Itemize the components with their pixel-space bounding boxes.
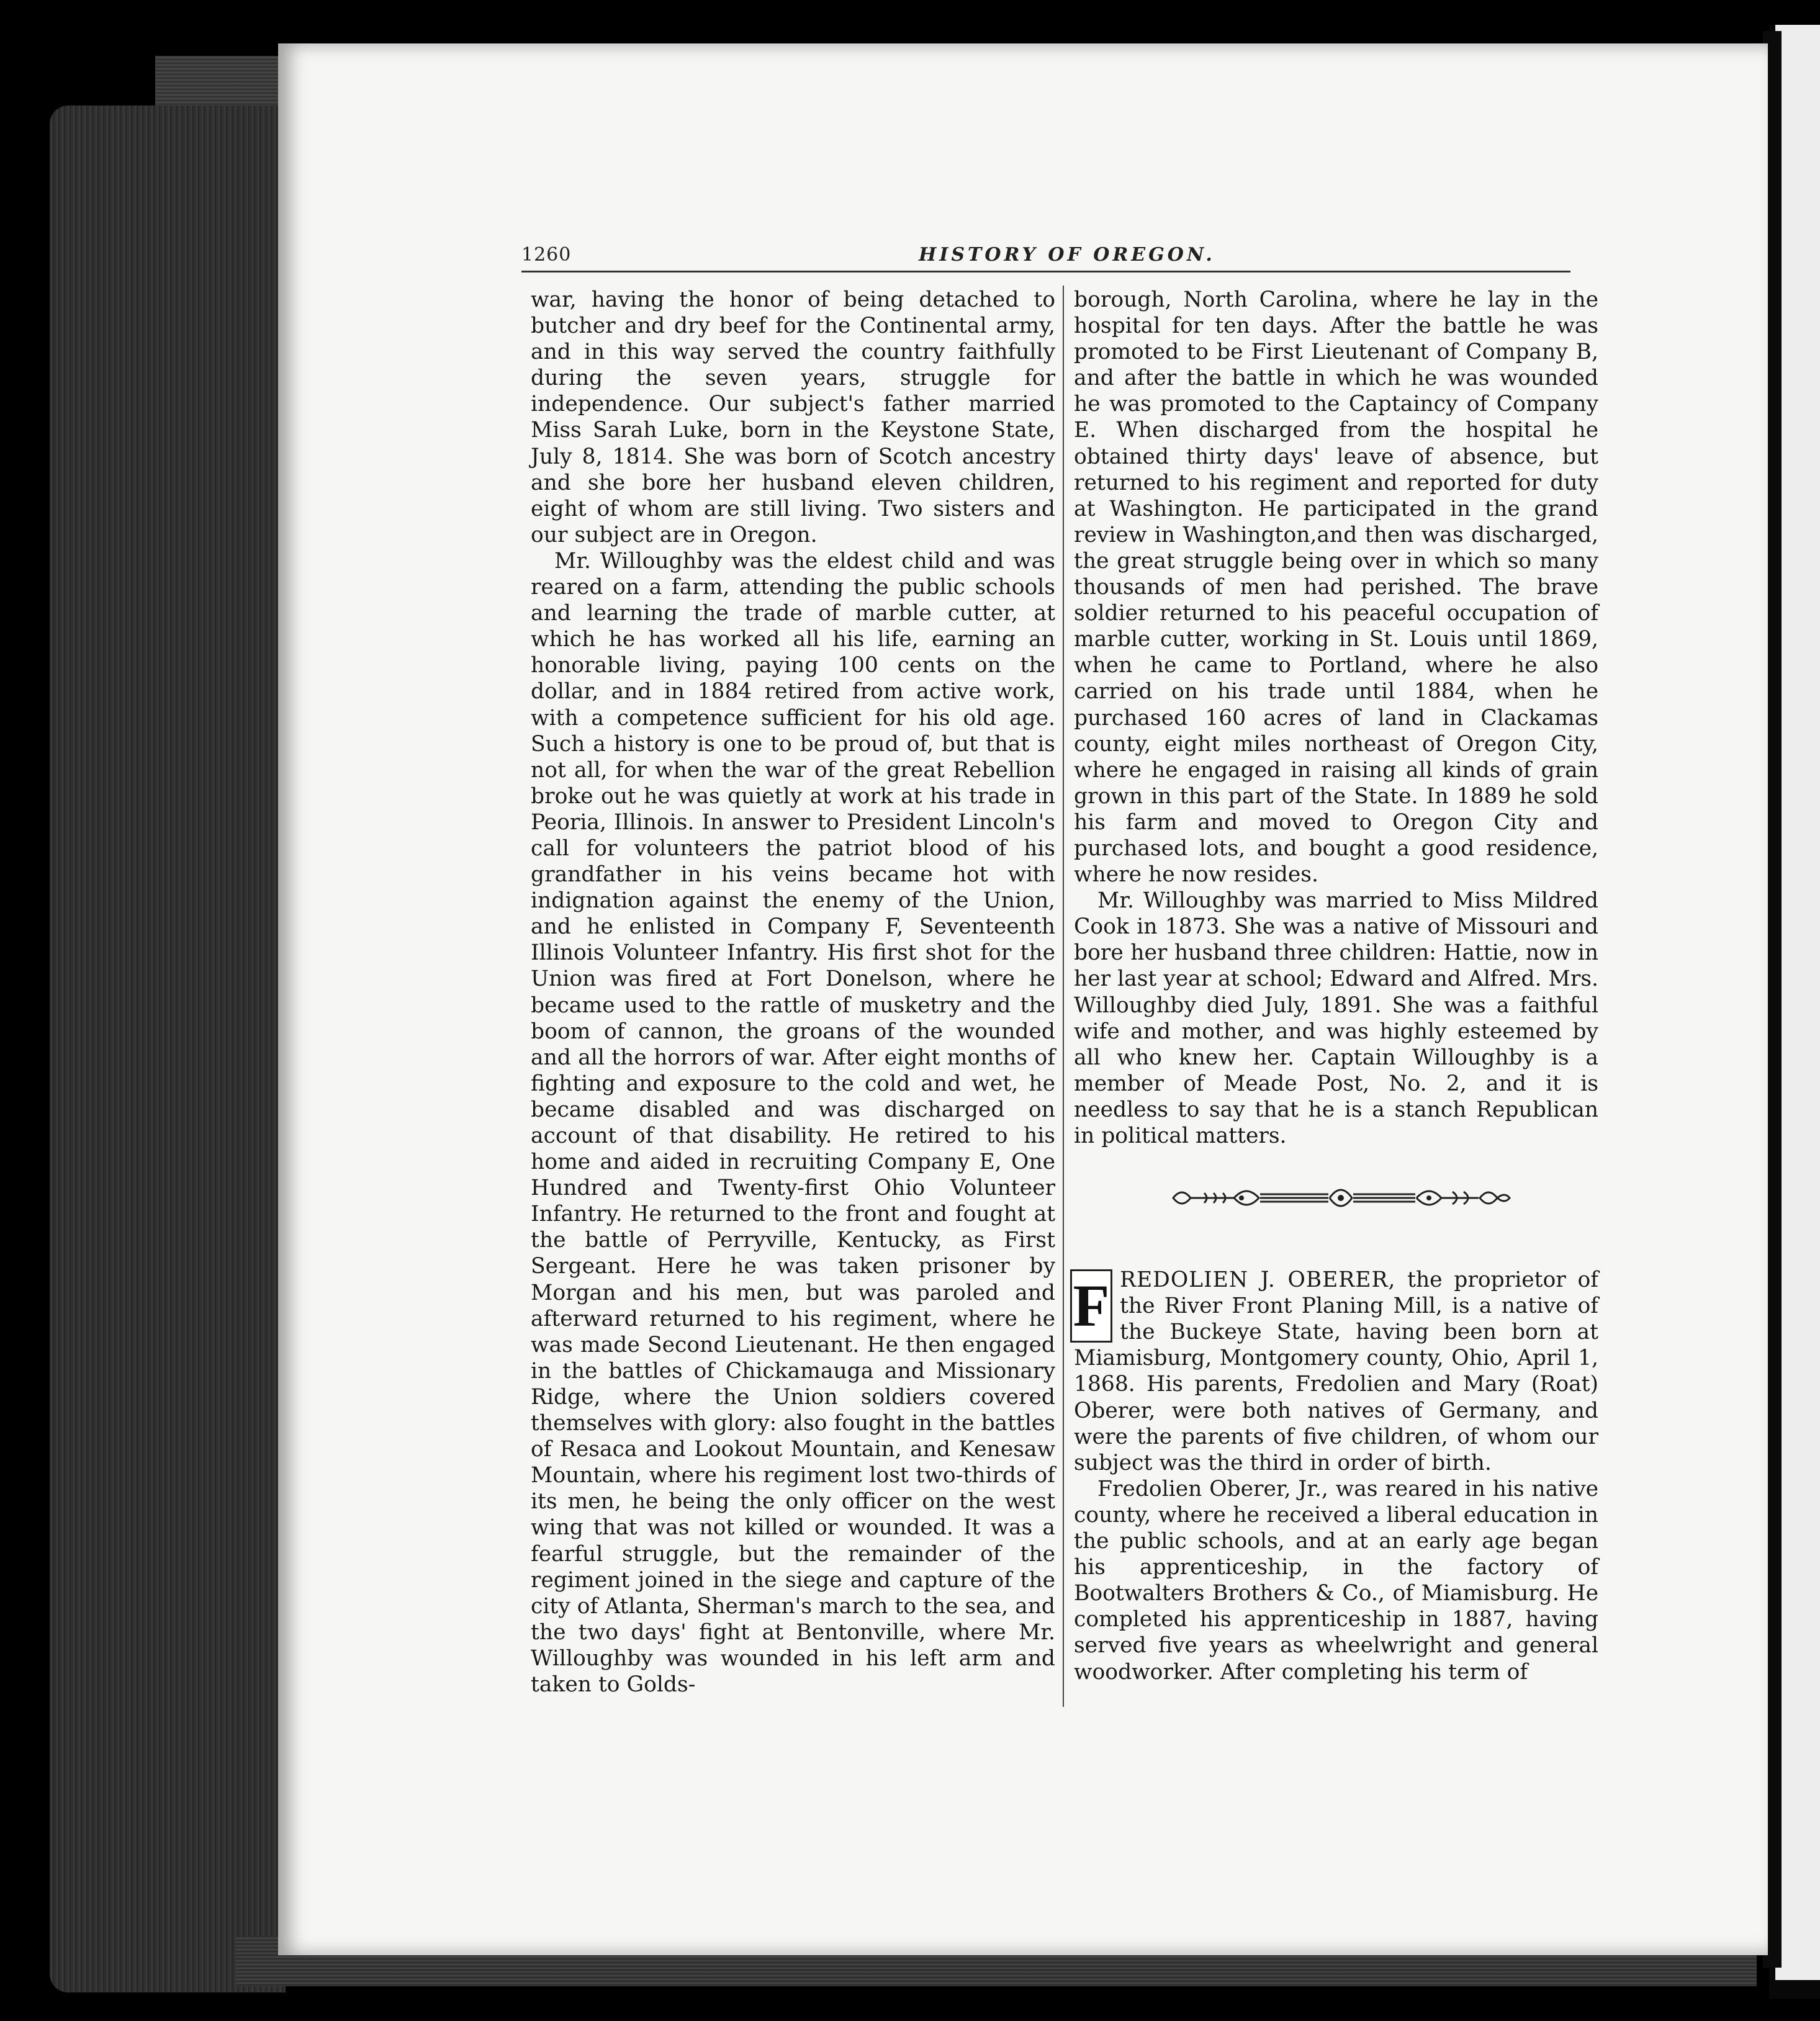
book-page-stack (50, 106, 286, 1992)
paragraph: war, having the honor of being detached to butcher and dry beef for the Continental army, and in this way served the country faithfully during the seven years, struggle for independence. Our subject's father married Miss Sarah Luke, born in the Keystone State, July 8, 1814. She was born of Scotch ancestry and she bore her husband eleven children, eight of whom are still living. Two sisters and our subject are in Oregon. (531, 287, 1055, 547)
drop-cap: F (1070, 1269, 1112, 1343)
ornament-divider-icon (1167, 1178, 1515, 1218)
header-rule (521, 271, 1570, 272)
left-column (531, 287, 1055, 1698)
page-number: 1260 (521, 244, 572, 266)
paragraph: borough, North Carolina, where he lay in the hospital for ten days. After the battle he was promoted to be First Lieutenant of Company B, and after the battle in which he was wounded he was promoted to the Captaincy of Company E. When discharged from the hospital he obtained thirty days' leave of absence, but returned to his regiment and reported for duty at Washington. He participated in the grand review in Washington,and then was discharged, the great struggle being over in which so many thousands of men had perished. The brave soldier returned to his peaceful occupation of marble cutter, working in St. Louis until 1869, when he came to Portland, where he also carried on his trade until 1884, when he purchased 160 acres of land in Clackamas county, eight miles northeast of Oregon City, where he engaged in raising all kinds of grain grown in this part of the State. In 1889 he sold his farm and moved to Oregon City and purchased lots, and bought a good residence, where he now resides. (1074, 287, 1598, 888)
paragraph: Fredolien Oberer, Jr., was reared in his native county, where he received a liberal education in the public schools, and at an early age began his apprenticeship, in the factory of Bootwalters Brothers & Co., of Miamisburg. He completed his apprenticeship in 1887, having served five years as wheelwright and general woodworker. After completing his term of (1074, 1476, 1598, 1685)
paragraph: Mr. Willoughby was married to Miss Mildred Cook in 1873. She was a native of Missouri and bore her husband three children: Hattie, now in her last year at school; Edward and Alfred. Mrs. Willoughby died July, 1891. She was a faithful wife and mother, and was highly esteemed by all who knew her. Captain Willoughby is a member of Meade Post, No. 2, and it is needless to say that he is a stanch Republican in political matters. (1074, 888, 1598, 1148)
column-divider (1063, 286, 1064, 1707)
biography-entry (1074, 1267, 1598, 1476)
biography-name: REDOLIEN J. OBERER, (1120, 1267, 1396, 1293)
right-column (1074, 287, 1598, 1685)
page-title: HISTORY OF OREGON. (919, 244, 1215, 266)
paragraph: the proprietor of the River Front Planing Mill, is a native of the Buckeye State, having been born at Miamisburg, Montgomery county, Ohio, April 1, 1868. His parents, Fredolien and Mary (Roat) Oberer, were both natives of Germany, and were the parents of five children, of whom our subject was the third in order of birth. (1074, 1267, 1598, 1475)
facing-page-edge (1775, 25, 1820, 1980)
paragraph: Mr. Willoughby was the eldest child and was reared on a farm, attending the public schools and learning the trade of marble cutter, at which he has worked all his life, earning an honorable living, paying 100 cents on the dollar, and in 1884 retired from active work, with a competence sufficient for his old age. Such a history is one to be proud of, but that is not all, for when the war of the great Rebellion broke out he was quietly at work at his trade in Peoria, Illinois. In answer to President Lincoln's call for volunteers the patriot blood of his grandfather in his veins became hot with indignation against the enemy of the Union, and he enlisted in Company F, Seventeenth Illinois Volunteer Infantry. His first shot for the Union was fired at Fort Donelson, where he became used to the rattle of musketry and the boom of cannon, the groans of the wounded and all the horrors of war. After eight months of fighting and exposure to the cold and wet, he became disabled and was discharged on account of that disability. He retired to his home and aided in recruiting Company E, One Hundred and Twenty-first Ohio Volunteer Infantry. He returned to the front and fought at the battle of Perryville, Kentucky, as First Sergeant. Here he was taken prisoner by Morgan and his men, but was paroled and afterward returned to his regiment, where he was made Second Lieutenant. He then engaged in the battles of Chickamauga and Missionary Ridge, where the Union soldiers covered themselves with glory: also fought in the battles of Resaca and Lookout Mountain, and Kenesaw Mountain, where his regiment lost two-thirds of its men, he being the only officer on the west wing that was not killed or wounded. It was a fearful struggle, but the remainder of the regiment joined in the siege and capture of the city of Atlanta, Sherman's march to the sea, and the two days' fight at Bentonville, where Mr. Willoughby was wounded in his left arm and taken to Golds- (531, 548, 1055, 1697)
